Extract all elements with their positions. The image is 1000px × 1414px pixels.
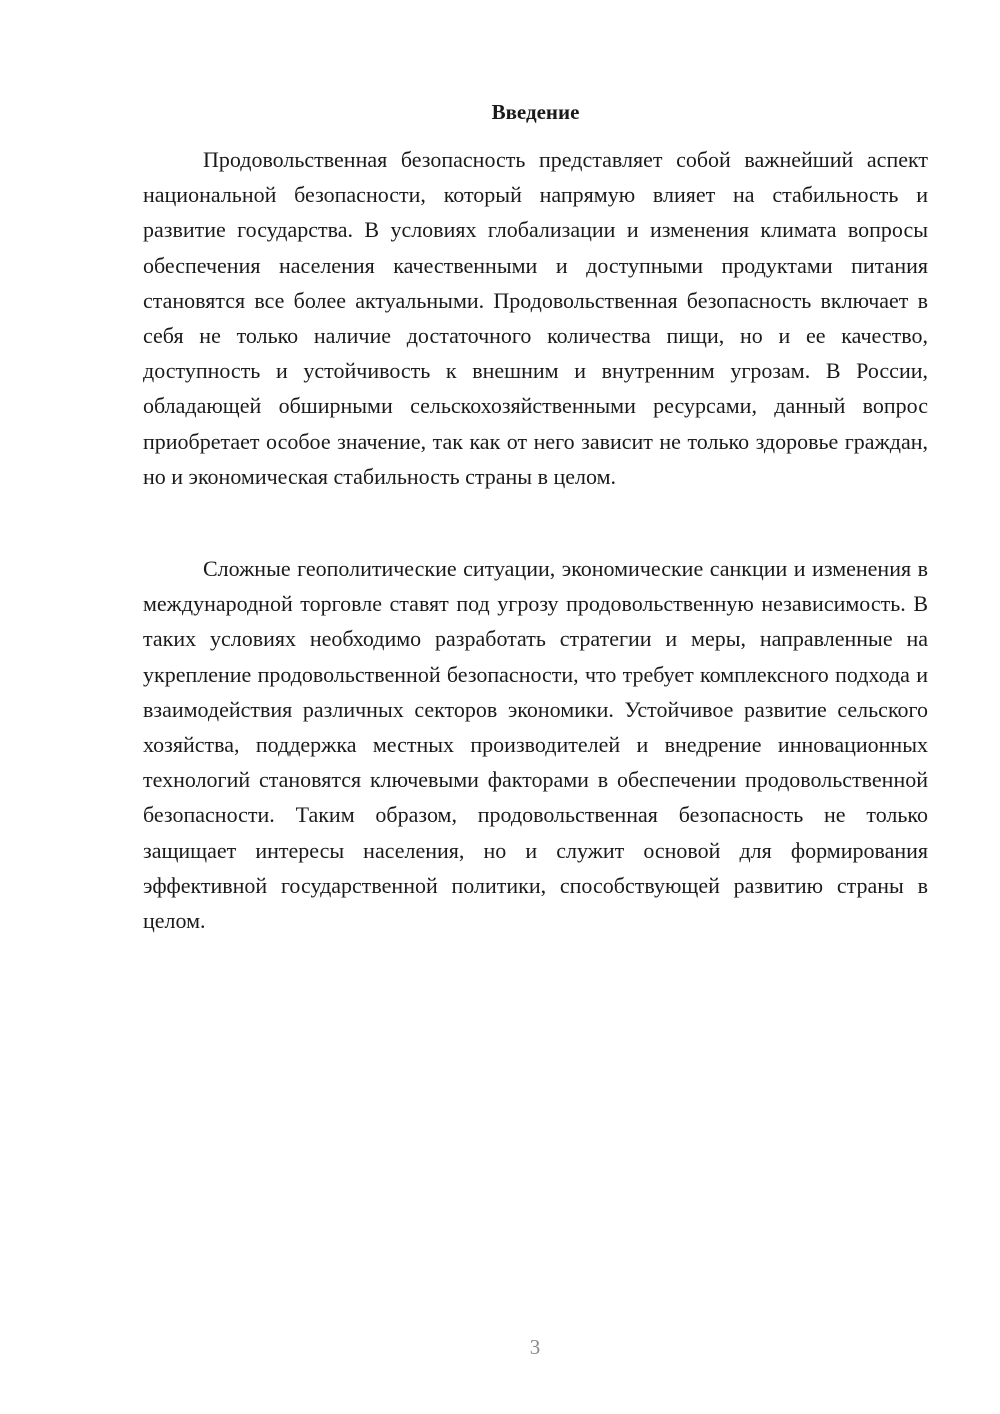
paragraph-intro: Продовольственная безопасность представляет собой важнейший аспект национальной безопасности, который напрямую влияет на стабильность и развитие государства. В условиях глобализации и изменения климата вопросы обеспечения населения качественными и доступными продуктами питания становятся все более актуальными. Продовольственная безопасность включает в себя не только наличие достаточного количества пищи, но и ее качество, доступность и устойчивость к внешним и внутренним угрозам. В России, обладающей обширными сельскохозяйственными ресурсами, данный вопрос приобретает особое значение, так как от него зависит не только здоровье граждан, но и экономическая стабильность страны в целом. [143, 147, 928, 489]
paragraph-geopolitics: Сложные геополитические ситуации, экономические санкции и изменения в международной торговле ставят под угрозу продовольственную независимость. В таких условиях необходимо разработать стратегии и меры, направленные на укрепление продовольственной безопасности, что требует комплексного подхода и взаимодействия различных секторов экономики. Устойчивое развитие сельского хозяйства, поддержка местных производителей и внедрение инновационных технологий становятся ключевыми факторами в обеспечении продовольственной безопасности. Таким образом, продовольственная безопасность не только защищает интересы населения, но и служит основой для формирования эффективной государственной политики, способствующей развитию страны в целом. [143, 556, 928, 934]
page-number: 3 [529, 1335, 541, 1359]
section-heading: Введение [491, 100, 580, 124]
